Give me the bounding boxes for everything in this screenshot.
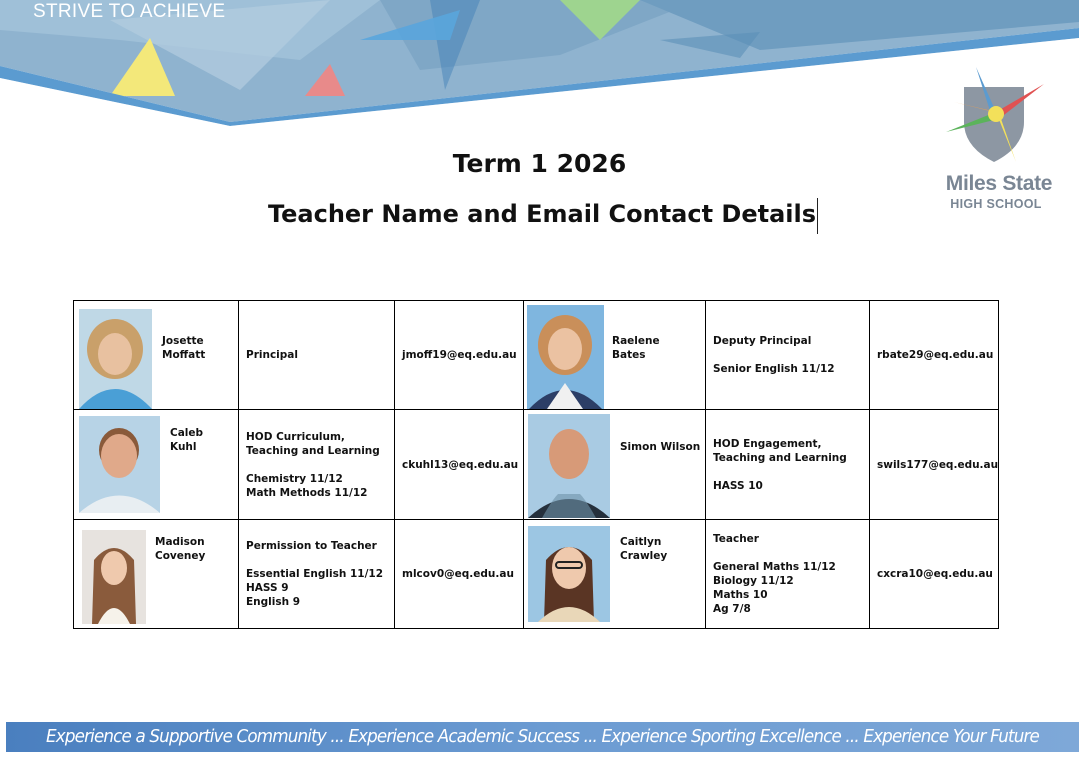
school-motto: STRIVE TO ACHIEVE — [33, 1, 226, 22]
staff-photo — [82, 530, 146, 624]
staff-email[interactable]: mlcov0@eq.edu.au — [395, 520, 524, 629]
staff-role: Deputy Principal — [713, 335, 812, 347]
term-heading: Term 1 2026 — [452, 149, 627, 178]
staff-name: Caleb Kuhl — [170, 427, 204, 453]
staff-role-cell — [706, 410, 870, 520]
staff-person-cell — [524, 410, 706, 520]
staff-person-cell — [524, 520, 706, 629]
staff-role: HOD Curriculum, Teaching and Learning — [246, 430, 380, 457]
staff-role-cell — [706, 520, 870, 629]
staff-person-cell — [524, 301, 706, 410]
table-row — [74, 301, 999, 410]
staff-photo — [79, 416, 160, 513]
staff-email[interactable]: swils177@eq.edu.au — [870, 410, 999, 520]
staff-photo — [528, 526, 610, 622]
staff-subjects: Essential English 11/12 HASS 9 English 9 — [246, 568, 384, 608]
staff-email[interactable]: rbate29@eq.edu.au — [870, 301, 999, 410]
staff-person-cell — [74, 301, 239, 410]
staff-role-cell — [239, 301, 395, 410]
staff-name: Raelene Bates — [612, 335, 660, 361]
logo-school-name: Miles State — [945, 172, 1053, 195]
staff-subjects: General Maths 11/12 Biology 11/12 Maths 10 Ag 7/8 — [713, 561, 836, 615]
staff-person-cell — [74, 520, 239, 629]
staff-name: Caitlyn Crawley — [620, 536, 668, 562]
table-row — [74, 520, 999, 629]
staff-role: HOD Engagement, Teaching and Learning — [713, 437, 847, 464]
staff-role-cell — [239, 410, 395, 520]
staff-subjects: Senior English 11/12 — [713, 363, 835, 375]
table-row — [74, 410, 999, 520]
staff-role: Permission to Teacher — [246, 540, 377, 552]
staff-role: Principal — [246, 349, 298, 361]
staff-email[interactable]: cxcra10@eq.edu.au — [870, 520, 999, 629]
footer-slogan: Experience a Supportive Community ... Experience Academic Success ... Experience Sporting Excellence ... Experience Your Future ... — [46, 726, 1039, 777]
page-title: Teacher Name and Email Contact Details — [267, 200, 817, 228]
staff-email[interactable]: ckuhl13@eq.edu.au — [395, 410, 524, 520]
footer-banner — [6, 722, 1079, 777]
staff-role-cell — [239, 520, 395, 629]
staff-photo — [79, 309, 152, 409]
staff-subjects: HASS 10 — [713, 479, 763, 492]
staff-table — [73, 300, 999, 629]
school-logo — [934, 62, 1064, 212]
staff-name: Madison Coveney — [155, 536, 206, 562]
staff-name: Simon Wilson — [620, 441, 701, 453]
staff-subjects: Chemistry 11/12 Math Methods 11/12 — [246, 472, 368, 499]
staff-photo — [528, 414, 610, 518]
text-cursor — [817, 198, 818, 234]
staff-name: Josette Moffatt — [162, 335, 206, 361]
header-banner — [0, 0, 1079, 135]
staff-role: Teacher — [713, 533, 759, 545]
staff-photo — [527, 305, 604, 409]
logo-school-subname: HIGH SCHOOL — [950, 197, 1042, 211]
staff-email[interactable]: jmoff19@eq.edu.au — [395, 301, 524, 410]
staff-role-cell — [706, 301, 870, 410]
staff-person-cell — [74, 410, 239, 520]
